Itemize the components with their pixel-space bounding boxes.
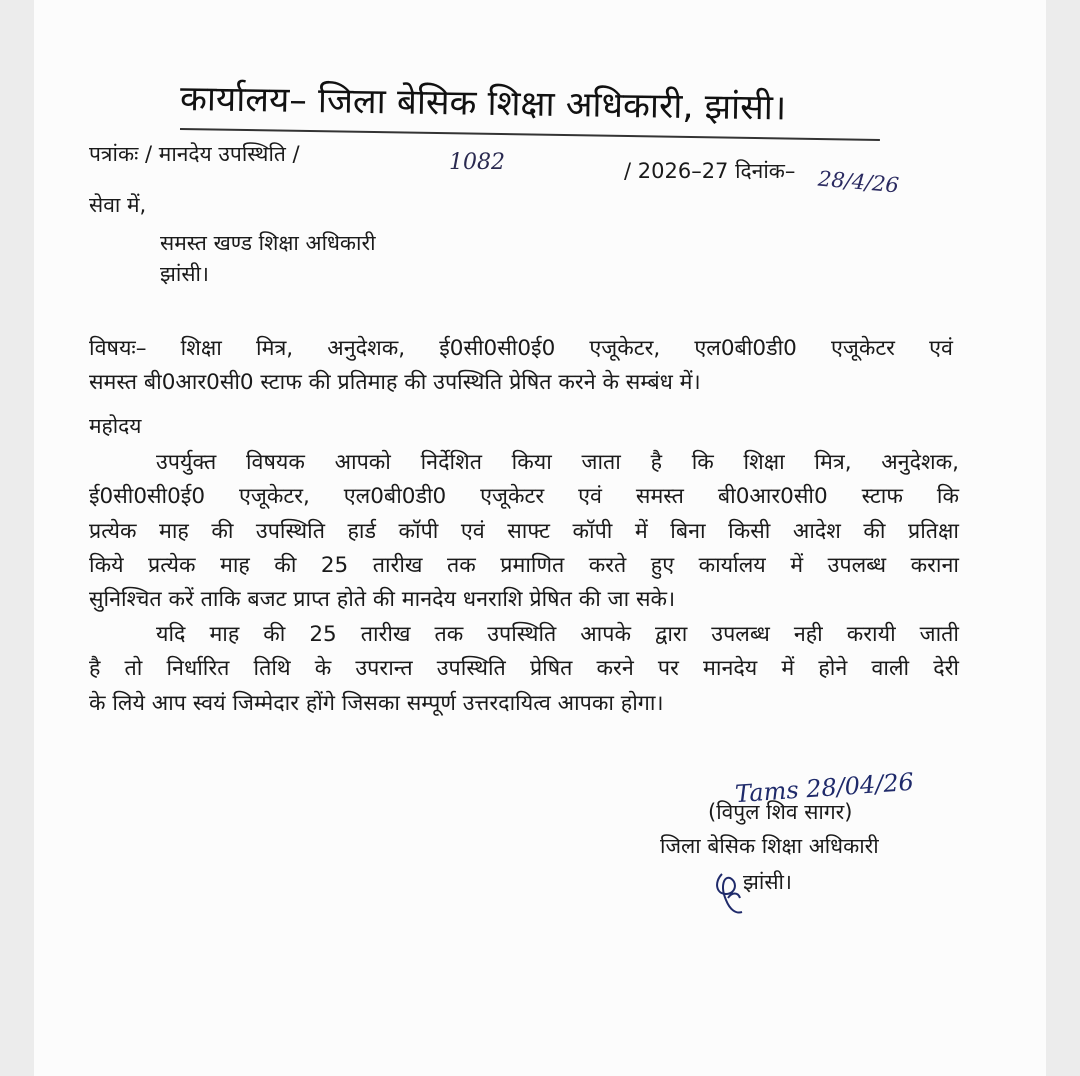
paragraph-line: यदि माह की 25 तारीख तक उपस्थिति आपके द्वारा उपलब्ध नही करायी जाती (156, 622, 959, 647)
reference-date: 28/4/26 (817, 166, 900, 198)
signatory-name: (विपुल शिव सागर) (708, 800, 853, 824)
paragraph-line: सुनिश्चित करें ताकि बजट प्राप्त होते की मानदेय धनराशि प्रेषित की जा सके। (89, 587, 676, 613)
recipient-line-2: झांसी। (160, 262, 209, 286)
subject-line: समस्त बी0आर0सी0 स्टाफ की प्रतिमाह की उपस्थिति प्रेषित करने के सम्बंध में। (89, 370, 701, 396)
office-heading: कार्यालय– जिला बेसिक शिक्षा अधिकारी, झांसी। (179, 79, 787, 129)
paragraph-line: उपर्युक्त विषयक आपको निर्देशित किया जाता है कि शिक्षा मित्र, अनुदेशक, (156, 450, 959, 475)
handwritten-signature: Tams 28/04/26 (734, 767, 915, 809)
subject-block (89, 332, 953, 401)
initials-scribble-icon (712, 868, 748, 920)
salutation-to: सेवा में, (89, 193, 147, 217)
reference-number: 1082 (449, 150, 505, 175)
paragraph-line: ई0सी0सी0ई0 एजूकेटर, एल0बी0डी0 एजूकेटर एवं समस्त बी0आर0सी0 स्टाफ कि (89, 484, 959, 510)
paragraph-2 (89, 618, 959, 721)
paragraph-line: किये प्रत्येक माह की 25 तारीख तक प्रमाणित करते हुए कार्यालय में उपलब्ध कराना (89, 552, 959, 578)
signatory-place: झांसी। (743, 870, 792, 894)
paragraph-line: है तो निर्धारित तिथि के उपरान्त उपस्थिति प्रेषित करने पर मानदेय में होने वाली देरी (89, 656, 959, 682)
subject-line: विषयः– शिक्षा मित्र, अनुदेशक, ई0सी0सी0ई0 एजूकेटर, एल0बी0डी0 एजूकेटर एवं (89, 336, 953, 361)
greeting: महोदय (89, 414, 142, 438)
reference-prefix: पत्रांकः / मानदेय उपस्थिति / (89, 142, 300, 166)
reference-year: / 2026–27 दिनांक– (624, 159, 796, 183)
paragraph-line: के लिये आप स्वयं जिम्मेदार होंगे जिसका सम्पूर्ण उत्तरदायित्व आपका होगा। (89, 690, 664, 716)
paragraph-line: प्रत्येक माह की उपस्थिति हार्ड कॉपी एवं साफ्ट कॉपी में बिना किसी आदेश की प्रतिक्षा (89, 518, 959, 544)
paragraph-1 (89, 446, 959, 617)
signatory-title: जिला बेसिक शिक्षा अधिकारी (660, 834, 879, 858)
recipient-line-1: समस्त खण्ड शिक्षा अधिकारी (160, 231, 376, 255)
